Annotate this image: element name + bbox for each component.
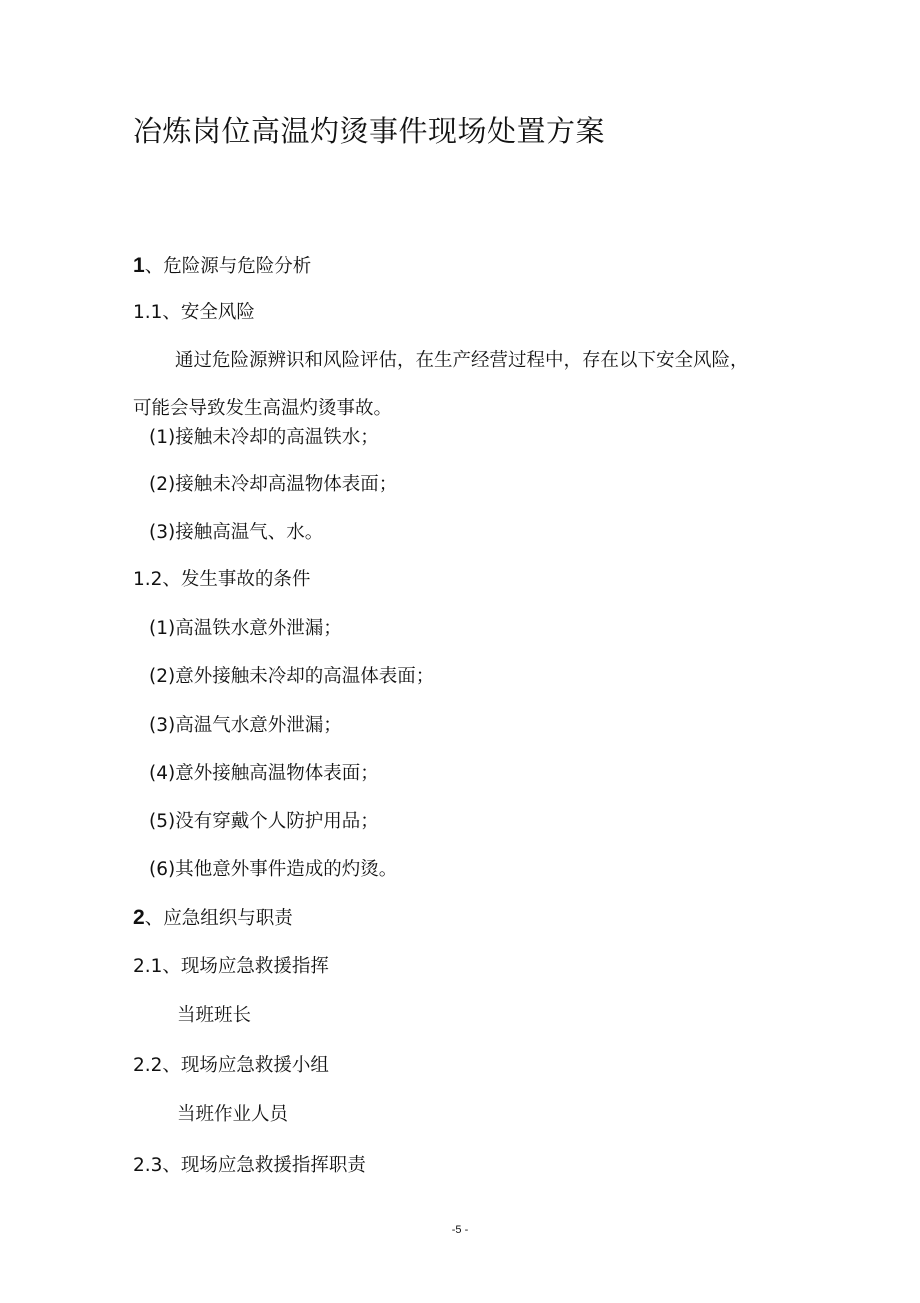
- section-heading-text: 、应急组织与职责: [144, 908, 293, 929]
- subsection-heading-2-1: 2.1、现场应急救援指挥: [133, 956, 329, 977]
- list-item: (2)意外接触未冷却的高温体表面；: [149, 666, 435, 687]
- subsection-body: 当班班长: [177, 1005, 252, 1026]
- section-heading-text: 、危险源与危险分析: [144, 256, 312, 277]
- list-item: (6)其他意外事件造成的灼烫。: [149, 859, 398, 880]
- list-item: (1)接触未冷却的高温铁水；: [149, 427, 379, 448]
- subsection-heading-1-2: 1.2、发生事故的条件: [133, 569, 311, 590]
- section-heading-1: [133, 253, 311, 280]
- list-item: (5)没有穿戴个人防护用品；: [149, 811, 379, 832]
- section-number: 1: [133, 254, 145, 277]
- list-item: (1)高温铁水意外泄漏；: [149, 618, 342, 639]
- section-number: 2: [133, 906, 145, 929]
- subsection-body: 当班作业人员: [177, 1104, 289, 1125]
- subsection-heading-2-2: 2.2、现场应急救援小组: [133, 1055, 329, 1076]
- subsection-heading-1-1: 1.1、安全风险: [133, 302, 255, 323]
- subsection-heading-2-3: 2.3、现场应急救援指挥职责: [133, 1155, 366, 1176]
- list-item: (4)意外接触高温物体表面；: [149, 763, 379, 784]
- paragraph-continuation: 可能会导致发生高温灼烫事故。: [133, 398, 393, 419]
- page-number: -5 -: [451, 1224, 469, 1236]
- section-heading-2: [133, 905, 293, 932]
- list-item: (3)接触高温气、水。: [149, 522, 324, 543]
- list-item: (2)接触未冷却高温物体表面；: [149, 474, 398, 495]
- paragraph: 通过危险源辨识和风险评估，在生产经营过程中，存在以下安全风险，: [175, 350, 749, 371]
- list-item: (3)高温气水意外泄漏；: [149, 715, 342, 736]
- document-title: 冶炼岗位高温灼烫事件现场处置方案: [133, 114, 606, 148]
